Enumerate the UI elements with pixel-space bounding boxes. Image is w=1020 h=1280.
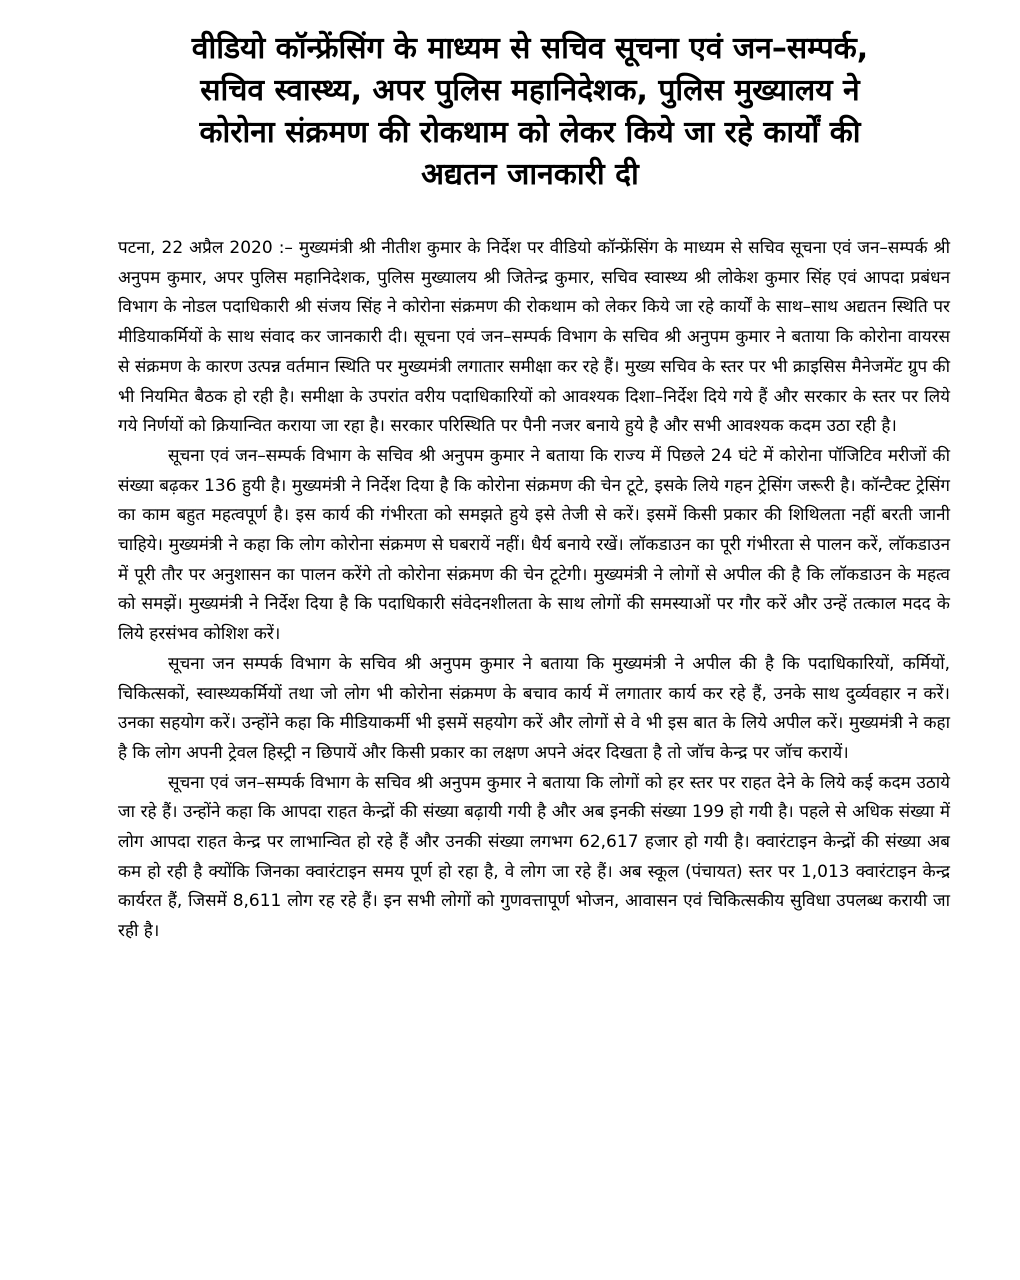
- title-line-4: अद्यतन जानकारी दी: [421, 157, 639, 192]
- paragraph-3: सूचना जन सम्पर्क विभाग के सचिव श्री अनुपम कुमार ने बताया कि मुख्यमंत्री ने अपील की है कि पदाधिकारियों, कर्मियों, चिकित्सकों, स्वास्थ्यकर्मियों तथा जो लोग भी कोरोना संक्रमण के बचाव कार्य में लगातार कार्य कर रहे हैं, उनके साथ दुर्व्यवहार न करें। उनका सहयोग करें। उन्होंने कहा कि मीडियाकर्मी भी इसमें सहयोग करें और लोगों से वे भी इस बात के लिये अपील करें। मुख्यमंत्री ने कहा है कि लोग अपनी ट्रेवल हिस्ट्री न छिपायें और किसी प्रकार का लक्षण अपने अंदर दिखता है तो जॉच केन्द्र पर जॉच करायें।: [118, 653, 950, 763]
- title-line-3: कोरोना संक्रमण की रोकथाम को लेकर किये जा रहे कार्यों की: [199, 115, 861, 150]
- paragraph-2: सूचना एवं जन–सम्पर्क विभाग के सचिव श्री अनुपम कुमार ने बताया कि राज्य में पिछले 24 घंटे में कोरोना पॉजिटिव मरीजों की संख्या बढ़कर 136 हुयी है। मुख्यमंत्री ने निर्देश दिया है कि कोरोना संक्रमण की चेन टूटे, इसके लिये गहन ट्रेसिंग जरूरी है। कॉन्टैक्ट ट्रेसिंग का काम बहुत महत्वपूर्ण है। इस कार्य की गंभीरता को समझते हुये इसे तेजी से करें। इसमें किसी प्रकार की शिथिलता नहीं बरती जानी चाहिये। मुख्यमंत्री ने कहा कि लोग कोरोना संक्रमण से घबरायें नहीं। धैर्य बनाये रखें। लॉकडाउन का पूरी गंभीरता से पालन करें, लॉकडाउन में पूरी तौर पर अनुशासन का पालन करेंगे तो कोरोना संक्रमण की चेन टूटेगी। मुख्यमंत्री ने लोगों से अपील की है कि लॉकडाउन के महत्व को समझें। मुख्यमंत्री ने निर्देश दिया है कि पदाधिकारी संवेदनशीलता के साथ लोगों की समस्याओं पर गौर करें और उन्हें तत्काल मदद के लिये हरसंभव कोशिश करें।: [118, 445, 950, 645]
- title-line-2: सचिव स्वास्थ्य, अपर पुलिस महानिदेशक, पुलिस मुख्यालय ने: [200, 73, 860, 108]
- title-line-1: वीडियो कॉन्फ्रेंसिंग के माध्यम से सचिव सूचना एवं जन–सम्पर्क,: [191, 31, 869, 66]
- article-body: [118, 234, 950, 947]
- page-title: [100, 28, 960, 196]
- paragraph-1: पटना, 22 अप्रैल 2020 :– मुख्यमंत्री श्री नीतीश कुमार के निर्देश पर वीडियो कॉन्फ्रेंसिंग के माध्यम से सचिव सूचना एवं जन–सम्पर्क श्री अनुपम कुमार, अपर पुलिस महानिदेशक, पुलिस मुख्यालय श्री जितेन्द्र कुमार, सचिव स्वास्थ्य श्री लोकेश कुमार सिंह एवं आपदा प्रबंधन विभाग के नोडल पदाधिकारी श्री संजय सिंह ने कोरोना संक्रमण की रोकथाम को लेकर किये जा रहे कार्यों के साथ–साथ अद्यतन स्थिति पर मीडियाकर्मियों के साथ संवाद कर जानकारी दी। सूचना एवं जन–सम्पर्क विभाग के सचिव श्री अनुपम कुमार ने बताया कि कोरोना वायरस से संक्रमण के कारण उत्पन्न वर्तमान स्थिति पर मुख्यमंत्री लगातार समीक्षा कर रहे हैं। मुख्य सचिव के स्तर पर भी क्राइसिस मैनेजमेंट ग्रुप की भी नियमित बैठक हो रही है। समीक्षा के उपरांत वरीय पदाधिकारियों को आवश्यक दिशा–निर्देश दिये गये हैं और सरकार के स्तर पर लिये गये निर्णयों को क्रियान्वित कराया जा रहा है। सरकार परिस्थिति पर पैनी नजर बनाये हुये है और सभी आवश्यक कदम उठा रही है।: [118, 238, 950, 437]
- paragraph-4: सूचना एवं जन–सम्पर्क विभाग के सचिव श्री अनुपम कुमार ने बताया कि लोगों को हर स्तर पर राहत देने के लिये कई कदम उठाये जा रहे हैं। उन्होंने कहा कि आपदा राहत केन्द्रों की संख्या बढ़ायी गयी है और अब इनकी संख्या 199 हो गयी है। पहले से अधिक संख्या में लोग आपदा राहत केन्द्र पर लाभान्वित हो रहे हैं और उनकी संख्या लगभग 62,617 हजार हो गयी है। क्वारंटाइन केन्द्रों की संख्या अब कम हो रही है क्योंकि जिनका क्वारंटाइन समय पूर्ण हो रहा है, वे लोग जा रहे हैं। अब स्कूल (पंचायत) स्तर पर 1,013 क्वारंटाइन केन्द्र कार्यरत हैं, जिसमें 8,611 लोग रह रहे हैं। इन सभी लोगों को गुणवत्तापूर्ण भोजन, आवासन एवं चिकित्सकीय सुविधा उपलब्ध करायी जा रही है।: [118, 772, 950, 942]
